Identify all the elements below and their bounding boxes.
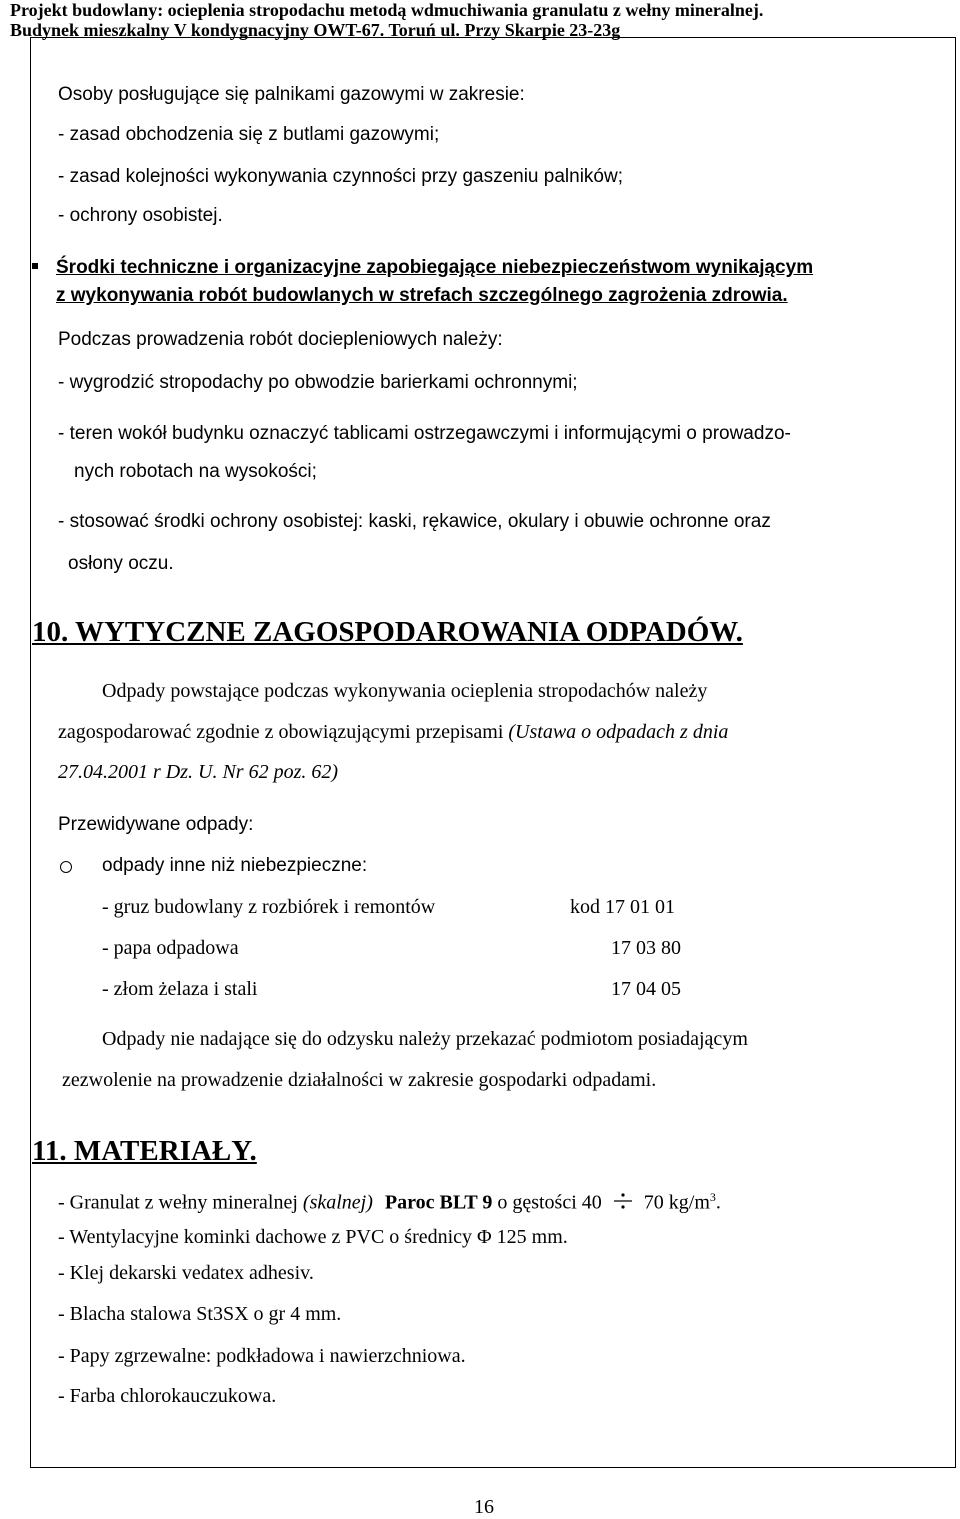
- measures-item-continuation: osłony oczu.: [68, 553, 174, 574]
- material-item: - Farba chlorokauczukowa.: [58, 1385, 277, 1407]
- material-text: - Granulat z wełny mineralnej: [58, 1191, 303, 1214]
- waste-item-name: - papa odpadowa: [102, 937, 239, 959]
- safety-item: - zasad obchodzenia się z butlami gazowymi;: [58, 124, 440, 145]
- material-item: - Klej dekarski vedatex adhesiv.: [58, 1262, 314, 1284]
- division-sign-icon: [602, 1190, 644, 1218]
- measures-item: - teren wokół budynku oznaczyć tablicami ostrzegawczymi i informującymi o prowadzo-: [58, 423, 791, 444]
- measures-heading: Środki techniczne i organizacyjne zapobiegające niebezpieczeństwom wynikającym: [56, 257, 814, 278]
- measures-item: - wygrodzić stropodachy po obwodzie barierkami ochronnymi;: [58, 372, 578, 393]
- waste-note: Odpady nie nadające się do odzysku należy przekazać podmiotom posiadającym: [102, 1028, 748, 1050]
- waste-item-name: - złom żelaza i stali: [102, 978, 258, 1000]
- waste-note: zezwolenie na prowadzenie działalności w zakresie gospodarki odpadami.: [62, 1069, 657, 1091]
- page-header: [0, 0, 960, 40]
- section-10-title: 10. WYTYCZNE ZAGOSPODAROWANIA ODPADÓW.: [32, 616, 743, 648]
- expected-waste-label: Przewidywane odpady:: [58, 814, 254, 835]
- safety-item: - zasad kolejności wykonywania czynności przy gaszeniu palników;: [58, 166, 623, 187]
- material-item: - Blacha stalowa St3SX o gr 4 mm.: [58, 1303, 342, 1325]
- safety-item: - ochrony osobistej.: [58, 205, 223, 226]
- measures-heading: z wykonywania robót budowlanych w strefach szczególnego zagrożenia zdrowia.: [56, 285, 788, 306]
- material-item: [58, 1190, 721, 1218]
- measures-item: - stosować środki ochrony osobistej: kaski, rękawice, okulary i obuwie ochronne oraz: [58, 511, 771, 532]
- waste-item-code: 17 04 05: [611, 978, 681, 1000]
- waste-item-code: 17 03 80: [611, 937, 681, 959]
- material-text: .: [715, 1191, 721, 1214]
- material-text: 70 kg/m: [643, 1191, 710, 1214]
- waste-item-code: kod 17 01 01: [570, 896, 675, 918]
- material-text: o gęstości 40: [492, 1191, 602, 1214]
- waste-para-line2: [58, 721, 728, 744]
- waste-para: Odpady powstające podczas wykonywania ocieplenia stropodachów należy: [102, 680, 708, 702]
- waste-item-name: - gruz budowlany z rozbiórek i remontów: [102, 896, 436, 918]
- measures-intro: Podczas prowadzenia robót dociepleniowych należy:: [58, 329, 503, 350]
- waste-category: odpady inne niż niebezpieczne:: [102, 855, 368, 876]
- material-text-italic: (skalnej): [302, 1191, 373, 1214]
- material-item: - Papy zgrzewalne: podkładowa i nawierzchniowa.: [58, 1345, 466, 1367]
- square-bullet-icon: [32, 263, 38, 269]
- section-11-title: 11. MATERIAŁY.: [32, 1135, 257, 1167]
- page-frame: [30, 37, 956, 1468]
- header-building-line: Budynek mieszkalny V kondygnacyjny OWT-67. Toruń ul. Przy Skarpie 23-23g: [10, 20, 621, 40]
- waste-law-reference: 27.04.2001 r Dz. U. Nr 62 poz. 62): [58, 761, 339, 783]
- header-project-line: Projekt budowlany: ocieplenia stropodachu metodą wdmuchiwania granulatu z wełny mineralnej.: [10, 0, 764, 20]
- waste-law-reference: (Ustawa o odpadach z dnia: [508, 721, 729, 743]
- safety-intro: Osoby posługujące się palnikami gazowymi w zakresie:: [58, 84, 525, 105]
- circle-bullet-icon: [60, 861, 72, 873]
- material-product-name: Paroc BLT 9: [384, 1191, 493, 1214]
- page-number: 16: [474, 1496, 494, 1518]
- waste-para-text: zagospodarować zgodnie z obowiązującymi przepisami: [58, 721, 509, 743]
- material-item: - Wentylacyjne kominki dachowe z PVC o średnicy Φ 125 mm.: [58, 1226, 568, 1248]
- superscript: 3: [709, 1190, 716, 1204]
- measures-item-continuation: nych robotach na wysokości;: [74, 461, 317, 482]
